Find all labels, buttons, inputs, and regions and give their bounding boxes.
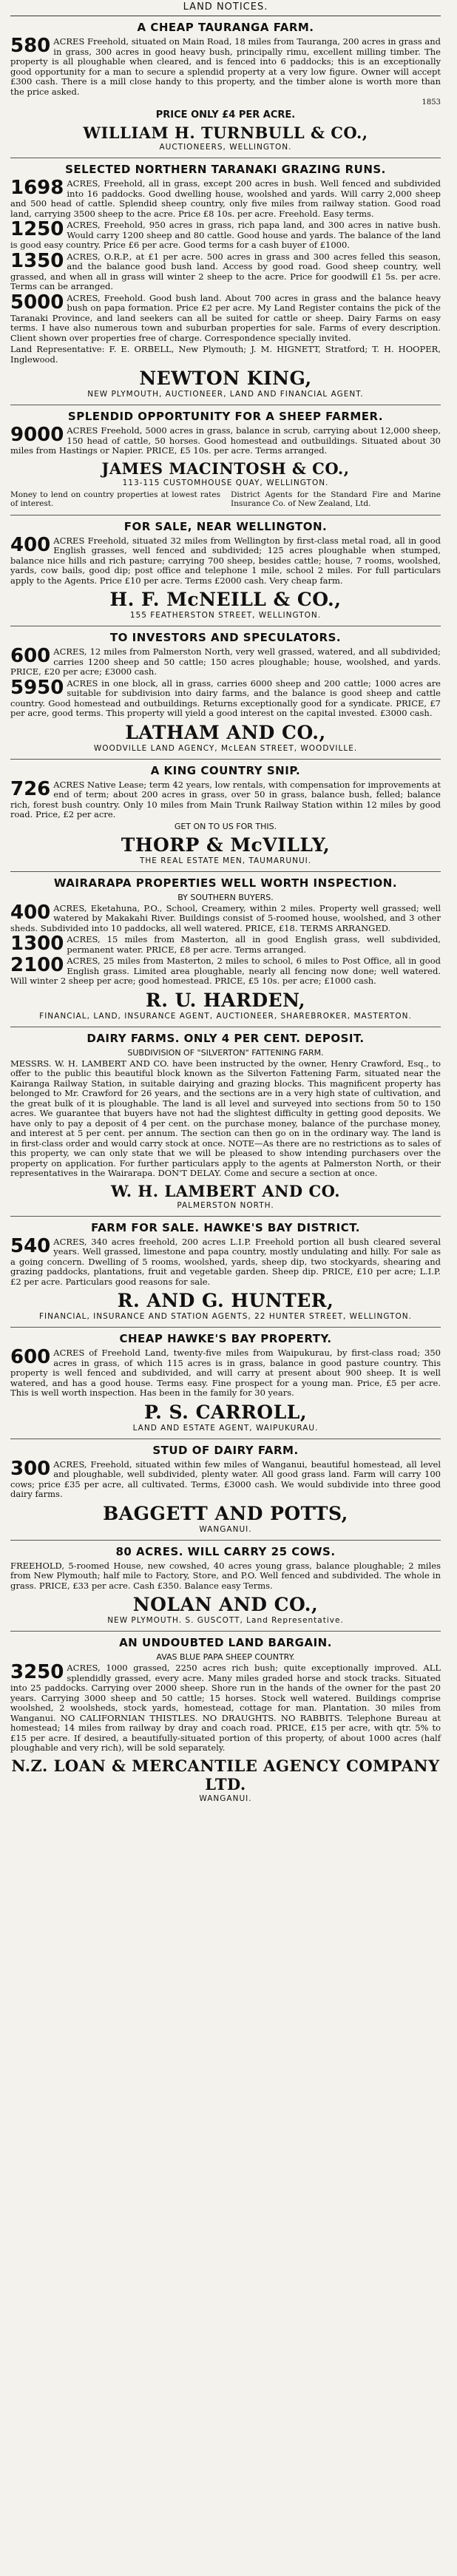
ad-text: ACRES Freehold, situated on Main Road, 18 miles from Tauranga, 200 acres in grass and in grass, 300 acres in good heavy bush, principally rimu, excellent milling timber. The property is all ploughable when cleared, and is fenced into 6 paddocks; this is an exceptionally good opportunity for a man to secure a splendid property at a very low figure. Owner will accept £300 cash. There is a mill close handy to this property, and the timber alone is worth more than the price asked. [10, 36, 441, 97]
ad-stud-dairy [10, 1439, 441, 1541]
firm-name: THORP & McVILLY, [121, 834, 331, 856]
ad-paragraph [10, 533, 441, 586]
ad-wairarapa [10, 872, 441, 1027]
ad-subhead: SUBDIVISION OF "SILVERTON" FATTENING FARM. [127, 1047, 324, 1058]
ad-paragraph [10, 249, 441, 292]
firm-name: NOLAN AND CO., [132, 1594, 319, 1615]
acreage-lead: 580 [10, 35, 51, 57]
ad-paragraph [10, 956, 441, 987]
firm-name: W. H. LAMBERT AND CO. [110, 1181, 341, 1200]
ad-headline: SPLENDID OPPORTUNITY FOR A SHEEP FARMER. [67, 410, 384, 423]
firm-address: NEW PLYMOUTH. S. GUSCOTT, Land Representative. [107, 1616, 344, 1625]
ad-text: ACRES, O.R.P., at £1 per acre. 500 acres in grass and 300 acres felled this season, and the balance good bush land. Access by good road. Good sheep country, well grassed, and when all in grass will winter 2 sheep to the acre. Price for goodwill £1 5s. per acre. Terms can be arranged. [10, 251, 441, 291]
ad-paragraph [10, 1663, 441, 1754]
ad-headline: A CHEAP TAURANGA FARM. [137, 21, 314, 34]
ad-paragraph [10, 901, 441, 934]
ad-dairy-farms [10, 1027, 441, 1217]
price-line: PRICE ONLY £4 PER ACRE. [155, 109, 296, 121]
acreage-lead: 1350 [10, 249, 64, 272]
acreage-lead: 726 [10, 777, 51, 800]
ad-text: ACRES, Freehold. Good bush land. About 700 acres in grass and the balance heavy bush on papa formation. Price £2 per acre. My Land Register contains the pick of the Taranaki Province, and land seekers can all be suited for cattle or sheep. Dairy Farms on easy terms. I have also numerous town and suburban properties for sale. Farms of every description. Client shown over properties free of charge. Correspondence specially invited. [10, 292, 441, 343]
ad-paragraph [10, 935, 441, 955]
ad-land-bargain [10, 1632, 441, 1809]
ad-text: ACRES Freehold, 5000 acres in grass, balance in scrub, carrying about 12,000 sheep, 150 head of cattle, 50 horses. Good homestead and outbuildings. Situated about 30 miles from Hastings or Napier. PRICE, £5 10s. per acre. Terms arranged. [10, 425, 441, 456]
ad-paragraph: MESSRS. W. H. LAMBERT AND CO. have been instructed by the owner, Henry Crawford, Esq., to offer to the public this beautiful block known as the Silverton Fattening Farm, situated near the Kairanga Railway Station, in suitable dairying and grazing blocks. This magnificent property has belonged to Mr. Crawford for 26 years, and the sections are in a very high state of cultivation, and the great bulk of it is ploughable. The land is all level and surveyed into sections from 50 to 150 acres. We guarantee that buyers have not had the slightest difficulty in getting good deposits. We have only to pay a deposit of 4 per cent. on the purchase money, balance of the purchase money, and interest at 5 per cent. per annum. The section can then go on in the ordinary way. The land is in first-class order and would carry stock at once. NOTE—As there are no restrictions as to sales of this property, we can only state that we will be pleased to show intending purchasers over the property on application. For further particulars apply to the agents at Palmerston North, or their representatives in the Wairarapa. DON'T DELAY. Come and secure a section at once. [10, 1058, 441, 1178]
ad-paragraph [10, 220, 441, 251]
acreage-lead: 540 [10, 1234, 51, 1257]
ad-paragraph [10, 777, 441, 820]
acreage-lead: 9000 [10, 424, 64, 446]
acreage-lead: 400 [10, 533, 51, 556]
ad-paragraph [10, 37, 441, 97]
acreage-lead: 400 [10, 901, 51, 924]
acreage-lead: 1250 [10, 218, 64, 240]
ad-text: ACRES, 25 miles from Masterton, 2 miles to school, 6 miles to Post Office, all in good English grass. Limited area ploughable, nearly all fencing now done; well watered. Will winter 2 sheep per acre; good homestead. PRICE, £5 10s. per acre; £1000 cash. [10, 956, 441, 986]
firm-address: 113-115 CUSTOMHOUSE QUAY, WELLINGTON. [122, 478, 329, 487]
firm-address: AUCTIONEERS, WELLINGTON. [159, 143, 292, 152]
page-header: LAND NOTICES. [10, 0, 441, 16]
firm-address: 155 FEATHERSTON STREET, WELLINGTON. [129, 611, 322, 620]
ad-text: ACRES, Eketahuna, P.O., School, Creamery, within 2 miles. Property well grassed; well watered by Makakahi River. Buildings consist of 5-roomed house, woolshed, and 3 other sheds. Subdivided into 10 paddocks, all well watered. PRICE, £18. TERMS ARRANGED. [10, 902, 441, 933]
acreage-lead: 2100 [10, 954, 64, 976]
acreage-lead: 1698 [10, 177, 64, 199]
ad-text: ACRES, 340 acres freehold, 200 acres L.I.P. Freehold portion all bush cleared several years. Well grassed, limestone and papa country, mostly undulating and hilly. For sale as a going concern. Dwelling of 5 rooms, woolshed, yards, sheep dip, two stockyards, shearing and grazing paddocks, plantations, fruit and vegetable garden. Sheep dip. PRICE, £10 per acre; L.I.P. £2 per acre. Particulars good reasons for sale. [10, 1236, 441, 1287]
ad-paragraph [10, 1234, 441, 1288]
ad-paragraph [10, 647, 441, 677]
firm-address: PALMERSTON NORTH. [177, 1200, 274, 1210]
ad-taranaki-runs [10, 158, 441, 405]
ad-text: ACRES in one block, all in grass, carries 6000 sheep and 200 cattle; 1000 acres are suitable for subdivision into dairy farms, and the balance is good sheep and cattle country. Good homestead and outbuildings. Returns exceptionally good for a syndicate. PRICE, £7 per acre, good terms. This property will yield a good interest on the capital invested. £3000 cash. [10, 677, 441, 718]
two-column-notes [10, 490, 441, 509]
acreage-lead: 5950 [10, 676, 64, 699]
firm-name: BAGGETT AND POTTS, [103, 1502, 348, 1524]
ad-text: ACRES Native Lease; term 42 years, low rentals, with compensation for improvements at end of term; about 200 acres in grass, over 50 in grass, balance bush, felled; balance rich, forest bush country. Only 10 miles from Main Trunk Railway Station within 12 miles by good road. Price, £2 per acre. [10, 779, 441, 819]
ad-text: ACRES, 15 miles from Masterton, all in good English grass, well subdivided, permanent water. PRICE, £8 per acre. Terms arranged. [67, 934, 441, 955]
ad-80-acres [10, 1541, 441, 1632]
firm-address: THE REAL ESTATE MEN, TAUMARUNUI. [139, 856, 312, 865]
firm-name: R. AND G. HUNTER, [117, 1290, 334, 1311]
firm-address: WANGANUI. [199, 1524, 252, 1534]
ad-paragraph [10, 179, 441, 219]
ad-paragraph [10, 676, 441, 719]
ad-headline: SELECTED NORTHERN TARANAKI GRAZING RUNS. [65, 163, 386, 176]
acreage-lead: 600 [10, 645, 51, 667]
note-right: District Agents for the Standard Fire and Marine Insurance Co. of New Zealand, Ltd. [231, 490, 441, 508]
acreage-lead: 5000 [10, 291, 64, 314]
ad-investors [10, 626, 441, 760]
ad-headline: STUD OF DAIRY FARM. [152, 1443, 299, 1457]
ad-text: ACRES, 1000 grassed, 2250 acres rich bush; quite exceptionally improved. ALL splendidly grassed, every acre. Many miles graded horse and stock tracks. Situated into 25 paddocks. Carrying over 2000 sheep. Shore run in the hands of the owner for the past 20 years. Carrying 3000 sheep and 50 cattle; 15 horses. Stock well watered. Buildings comprise woolshed, 2 woolsheds, stock yards, homestead, cottage for man. Plantation. 30 miles from Wanganui. NO CALIFORNIAN THISTLES. NO DRAUGHTS. NO RABBITS. Telephone Bureau at homestead; 14 miles from railway by dray and coach road. PRICE, £15 per acre, with qtr. 5% to £15 per acre. If desired, a beautifully-situated portion of this property, of about 1000 acres (half ploughable and very rich), will be sold separately. [10, 1663, 441, 1753]
ad-subhead: AVAS BLUE PAPA SHEEP COUNTRY. [156, 1652, 295, 1662]
ad-paragraph [10, 1457, 441, 1500]
ad-sheep-farmer [10, 405, 441, 515]
ad-paragraph [10, 291, 441, 344]
ad-paragraph [10, 426, 441, 456]
firm-address: FINANCIAL, LAND, INSURANCE AGENT, AUCTIONEER, SHAREBROKER, MASTERTON. [39, 1011, 412, 1021]
ad-headline: DAIRY FARMS. ONLY 4 PER CENT. DEPOSIT. [87, 1031, 365, 1045]
ad-text: ACRES of Freehold Land, twenty-five miles from Waipukurau, by first-class road; 350 acres in grass, of which 115 acres is in grass, balance in good pasture country. This property is well fenced and subdivided, and will carry at present about 900 sheep. It is well watered, and has a good house. Terms easy. Fine prospect for a young man. Price, £5 per acre. This is well worth inspection. Has been in the family for 30 years. [10, 1348, 441, 1398]
ad-near-wellington [10, 515, 441, 627]
ad-headline: FARM FOR SALE. HAWKE'S BAY DISTRICT. [91, 1220, 360, 1234]
ad-subhead: BY SOUTHERN BUYERS. [177, 892, 274, 902]
ad-paragraph: FREEHOLD, 5-roomed House, new cowshed, 40 acres young grass, balance ploughable; 2 miles from New Plymouth; half mile to Factory, Store, and P.O. Well fenced and subdivided. The whole in grass. PRICE, £33 per acre. Cash £350. Balance easy Terms. [10, 1560, 441, 1591]
firm-address: WOODVILLE LAND AGENCY, McLEAN STREET, WOODVILLE. [93, 743, 358, 753]
firm-name: JAMES MACINTOSH & CO., [101, 459, 350, 478]
ad-headline: FOR SALE, NEAR WELLINGTON. [123, 519, 328, 533]
acreage-lead: 1300 [10, 933, 64, 955]
ad-headline: A KING COUNTRY SNIP. [150, 763, 301, 777]
call-to-action: GET ON TO US FOR THIS. [174, 821, 277, 831]
firm-address: NEW PLYMOUTH, AUCTIONEER, LAND AND FINANCIAL AGENT. [87, 390, 364, 399]
acreage-lead: 600 [10, 1346, 51, 1368]
ad-text: ACRES, Freehold, situated within few miles of Wanganui, beautiful homestead, all level and ploughable, well subdivided, plenty water. All good grass land. Farm will carry 100 cows; price £35 per acre, all cultivated. Terms, £3000 cash. We would subdivide into three good dairy farms. [10, 1458, 441, 1499]
ad-tauranga-farm [10, 16, 441, 158]
acreage-lead: 300 [10, 1457, 51, 1480]
firm-name: P. S. CARROLL, [143, 1401, 308, 1423]
firm-address: LAND AND ESTATE AGENT, WAIPUKURAU. [132, 1423, 319, 1433]
ad-headline: AN UNDOUBTED LAND BARGAIN. [119, 1636, 332, 1649]
firm-name: N.Z. LOAN & MERCANTILE AGENCY COMPANY LTD. [11, 1756, 440, 1794]
firm-name: WILLIAM H. TURNBULL & CO., [83, 124, 368, 142]
ad-reference: 1853 [422, 98, 441, 107]
ad-cheap-hawkes-bay [10, 1328, 441, 1439]
ad-text: ACRES, Freehold, 950 acres in grass, rich papa land, and 300 acres in native bush. Would carry 1200 sheep and 80 cattle. Good house and yards. The balance of the land is good easy country. Price £6 per acre. Good terms for a cash buyer of £1000. [10, 220, 441, 250]
ad-hawkes-bay-farm [10, 1217, 441, 1328]
ad-king-country [10, 760, 441, 872]
ad-headline: TO INVESTORS AND SPECULATORS. [109, 631, 342, 644]
firm-address: WANGANUI. [199, 1794, 252, 1803]
firm-name: NEWTON KING, [139, 368, 312, 389]
ad-headline: WAIRARAPA PROPERTIES WELL WORTH INSPECTION. [53, 876, 398, 890]
ad-text: ACRES Freehold, situated 32 miles from Wellington by first-class metal road, all in good English grasses, well fenced and subdivided; 125 acres ploughable when stumped, balance nice hills and rich pasture; carrying 700 sheep, besides cattle; house, 7 rooms, woolshed, yards, cow bails, good dip; post office and telephone 1 mile, school 2 miles. For full particulars apply to the Agents. Price £10 per acre. Terms £2000 cash. Very cheap farm. [10, 535, 441, 586]
ad-paragraph [10, 1348, 441, 1399]
ad-text: ACRES, 12 miles from Palmerston North, very well grassed, watered, and all subdivided; carries 1200 sheep and 50 cattle; 150 acres ploughable; house, woolshed, and yards. PRICE, £20 per acre; £3000 cash. [10, 646, 441, 677]
acreage-lead: 3250 [10, 1661, 64, 1683]
ad-headline: CHEAP HAWKE'S BAY PROPERTY. [119, 1332, 332, 1345]
firm-name: H. F. McNEILL & CO., [109, 589, 342, 610]
firm-address: FINANCIAL, INSURANCE AND STATION AGENTS, 22 HUNTER STREET, WELLINGTON. [39, 1312, 412, 1321]
agent-line: Land Representative: F. E. ORBELL, New Plymouth; J. M. HIGNETT, Stratford; T. H. HOOPER, Inglewood. [10, 344, 441, 365]
firm-name: LATHAM AND CO., [125, 721, 326, 743]
firm-name: R. U. HARDEN, [145, 989, 306, 1011]
note-left: Money to lend on country properties at lowest rates of interest. [10, 490, 220, 508]
ad-headline: 80 ACRES. WILL CARRY 25 COWS. [115, 1544, 336, 1558]
ad-text: ACRES, Freehold, all in grass, except 200 acres in bush. Well fenced and subdivided into 16 paddocks. Good dwelling house, woolshed and yards. Will carry 2,000 sheep and 500 head of cattle. Splendid sheep country, only five miles from railway station. Good road land, carrying 3500 sheep to the acre. Price £8 10s. per acre. Freehold. Easy terms. [10, 178, 441, 219]
